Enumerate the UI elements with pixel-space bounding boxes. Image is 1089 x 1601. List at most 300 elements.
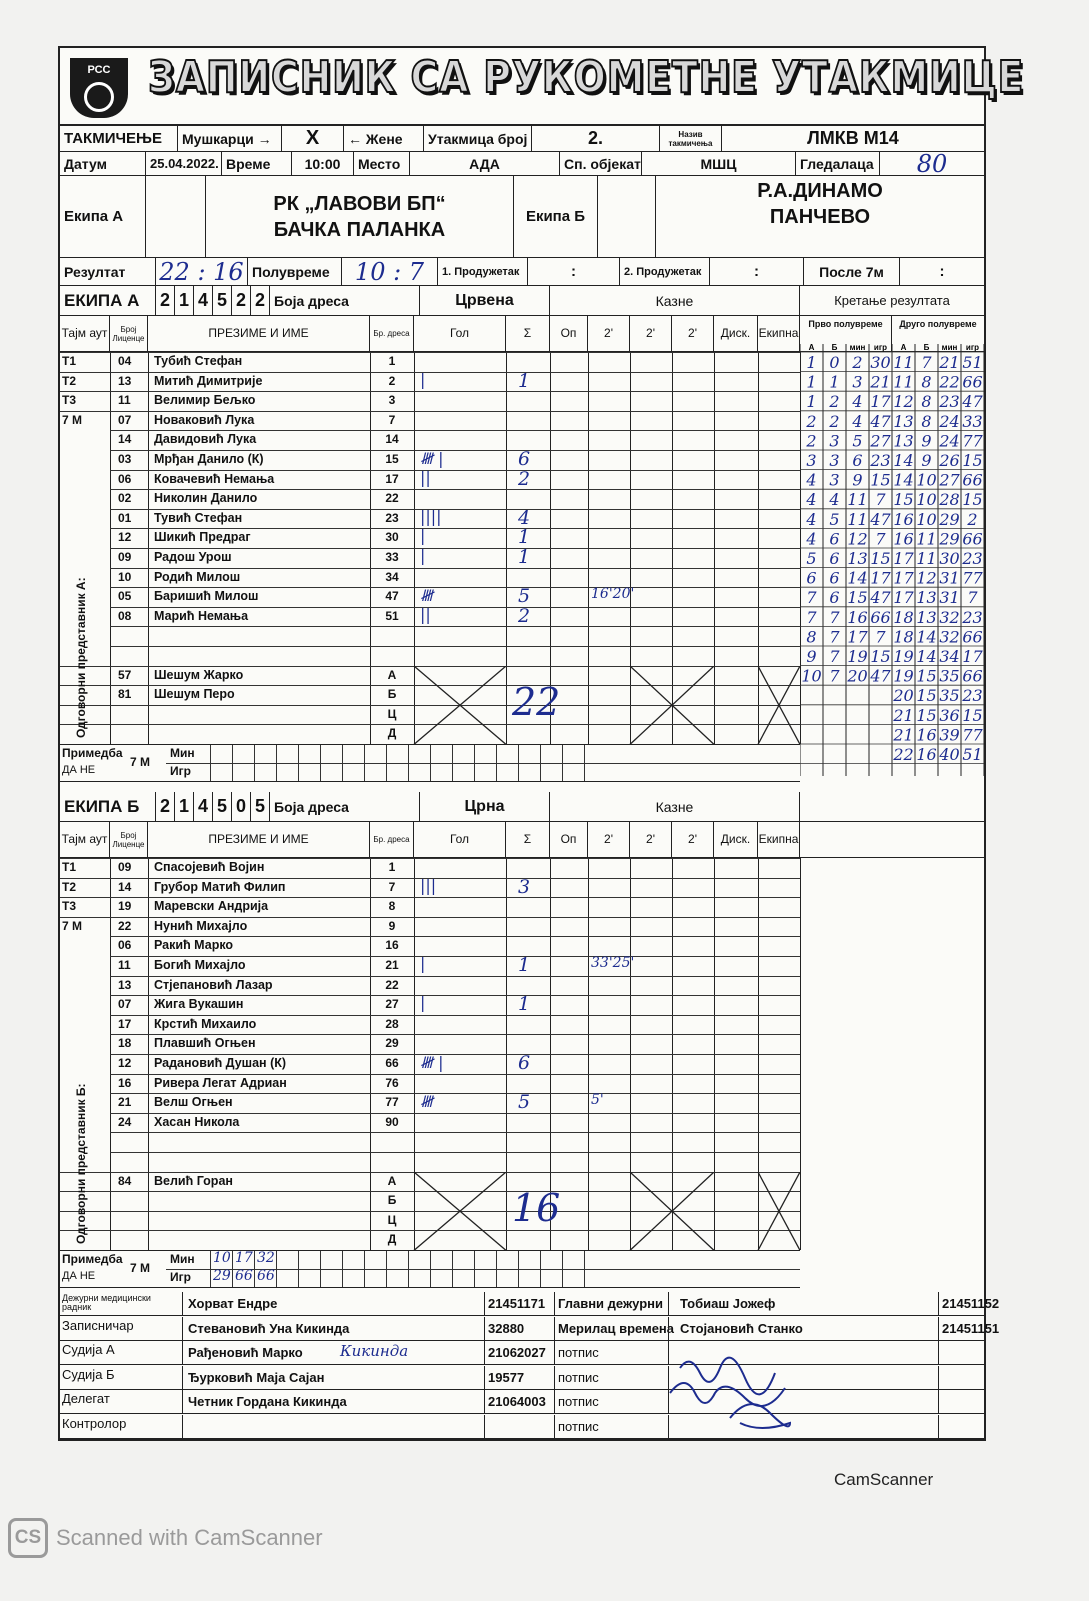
flow-first-half-header: Прво полувреме — [800, 316, 892, 351]
official-name: Рађеновић Марко — [188, 1345, 303, 1360]
team-a-player-goals: || — [420, 467, 431, 487]
flow-first-half-cell: 3 — [852, 372, 863, 392]
team-b-player-name: Спасојевић Војин — [154, 860, 265, 874]
team-b-sum-header: Σ — [506, 822, 550, 857]
flow-first-half-cell: 4 — [829, 490, 840, 510]
team-a-player-goals: | — [420, 369, 426, 389]
team-b-code-digit: 1 — [175, 792, 194, 821]
official-right-role: потпис — [558, 1369, 599, 1385]
team-a-player-number: 47 — [385, 589, 399, 604]
competition-label: ТАКМИЧЕЊЕ — [60, 126, 178, 151]
team-a-warning-header: Оп — [550, 316, 588, 351]
flow-first-half-cell: 7 — [829, 647, 840, 666]
flow-second-half-cell: 23 — [962, 686, 983, 706]
team-b-jersey-color: Црна — [420, 792, 550, 821]
sheet-header — [60, 48, 1025, 126]
team-a-player-licence: 08 — [118, 608, 132, 623]
team-b-section — [60, 792, 984, 1298]
team-b-code-digit: 5 — [213, 792, 232, 821]
team-b-licence-header: Број Лиценце — [110, 822, 148, 857]
flow-second-half-cell: 17 — [962, 647, 983, 666]
flow-first-half-cell: 2 — [852, 353, 863, 372]
flow-second-half-cell: 31 — [939, 568, 960, 588]
team-b-player-licence: 18 — [118, 1036, 132, 1051]
flow-second-half-cell: 20 — [893, 686, 914, 706]
team-b-official-crosses — [60, 1172, 800, 1250]
flow-first-half-cell: 17 — [870, 568, 891, 588]
official-row — [60, 1341, 984, 1365]
flow-subheader: мин — [849, 344, 866, 352]
flow-first-half-cell: 15 — [847, 588, 868, 608]
team-b-code-digit: 4 — [194, 792, 213, 821]
team-a-penalty3-header: 2' — [672, 316, 714, 351]
flow-second-half-cell: 21 — [939, 353, 960, 372]
team-a-code-digit: 4 — [194, 286, 213, 315]
team-a-code-digit: 2 — [156, 286, 175, 315]
flow-second-half-cell: 19 — [893, 666, 914, 686]
team-b-name-line2: ПАНЧЕВО — [769, 206, 871, 228]
team-a-timeout-3: 7 М — [62, 412, 83, 427]
flow-second-half-cell: 34 — [939, 647, 960, 666]
team-b-seven-m-min: 32 — [257, 1250, 275, 1266]
team-a-player-goal-sum: 1 — [518, 369, 531, 392]
team-a-player-goal-sum: 1 — [518, 546, 531, 568]
team-a-team-penalty-header: Екипна — [758, 316, 800, 351]
team-b-disqualification-header: Диск. — [714, 822, 758, 857]
team-a-number-header: Бр. дреса — [370, 316, 414, 351]
flow-second-half-cell: 30 — [939, 549, 960, 568]
flow-second-half-cell: 2 — [967, 509, 978, 529]
flow-first-half-cell: 23 — [870, 451, 891, 470]
team-b-player-goal-sum: 1 — [518, 954, 531, 976]
team-a-min-label: Мин — [170, 746, 195, 760]
team-a-player-name: Ковачевић Немања — [154, 471, 275, 486]
team-a-label: ЕКИПА А — [60, 286, 156, 315]
team-a-official-role: Ц — [387, 706, 397, 721]
team-a-player-number: 22 — [385, 491, 399, 506]
flow-first-half-cell: 30 — [870, 353, 891, 372]
flow-second-half-cell: 11 — [893, 353, 914, 372]
team-a-player-licence: 04 — [118, 354, 132, 368]
flow-first-half-cell: 47 — [870, 509, 891, 529]
team-b-player-name: Маревски Андрија — [154, 899, 269, 914]
team-a-name-line2: БАЧКА ПАЛАНКА — [273, 218, 446, 241]
team-a-note-row — [60, 744, 800, 782]
result-score: 22 : 16 — [156, 258, 248, 285]
team-a-player-name: Тубић Стефан — [154, 354, 243, 368]
official-role: Дежурни медицински радник — [62, 1293, 151, 1312]
official-right-id: 21451151 — [942, 1320, 1000, 1336]
official-right-role: потпис — [558, 1345, 599, 1360]
teams-row — [60, 176, 984, 258]
flow-second-half-cell: 10 — [916, 509, 937, 529]
flow-second-half-cell: 14 — [916, 627, 937, 647]
flow-first-half-cell: 16 — [847, 607, 868, 627]
official-id: 21062027 — [488, 1345, 546, 1360]
flow-second-half-cell: 23 — [962, 549, 983, 568]
team-a-player-number: 33 — [385, 550, 399, 564]
team-b-player-name: Крстић Михаило — [154, 1016, 257, 1031]
team-a-penalty2-header: 2' — [630, 316, 672, 351]
flow-first-half-cell: 4 — [852, 392, 863, 412]
flow-first-half-cell: 6 — [829, 549, 840, 568]
flow-first-half-cell: 7 — [875, 490, 886, 510]
team-a-official-licence: 81 — [118, 687, 132, 702]
team-b-player-number: 9 — [388, 918, 396, 933]
place-value: АДА — [410, 152, 560, 175]
men-label: Мушкарци → — [178, 126, 282, 151]
flow-second-half-cell: 18 — [893, 607, 914, 627]
team-b-player-name: Ривера Легат Адриан — [154, 1075, 287, 1090]
flow-first-half-cell: 7 — [829, 627, 840, 647]
overtime1-label: 1. Продужетак — [438, 258, 528, 285]
team-b-jersey-label: Боја дреса — [270, 792, 420, 821]
team-a-player-goals: |||| — [420, 506, 442, 526]
flow-second-half-cell: 24 — [939, 411, 960, 431]
flow-first-half-cell: 2 — [829, 411, 840, 431]
flow-second-half-cell: 21 — [893, 705, 914, 725]
team-b-timeout-1: T2 — [62, 879, 77, 894]
team-b-yes-no: ДА НЕ — [62, 1270, 96, 1282]
match-number-label: Утакмица број — [424, 126, 532, 151]
team-a-jersey-color: Црвена — [420, 286, 550, 315]
team-b-player-goal-sum: 5 — [518, 1091, 531, 1114]
team-b-warning-header: Оп — [550, 822, 588, 857]
logo-text: РСС — [87, 64, 111, 76]
official-row — [60, 1390, 984, 1414]
flow-first-half-cell: 1 — [806, 372, 817, 392]
team-b-label: Екипа Б — [514, 176, 598, 257]
flow-second-half-cell: 11 — [893, 372, 914, 392]
team-a-player-licence: 13 — [118, 373, 132, 388]
team-a-player-number: 2 — [388, 373, 396, 388]
team-a-player-licence: 12 — [118, 530, 132, 545]
official-name: Ђурковић Маја Сајан — [188, 1369, 325, 1385]
flow-first-half-cell: 4 — [806, 470, 817, 490]
flow-first-half-cell: 1 — [806, 353, 817, 372]
flow-second-half-cell: 15 — [916, 686, 937, 706]
official-name: Хорват Ендре — [188, 1296, 278, 1311]
flow-first-half-cell: 3 — [829, 470, 840, 490]
team-a-timeout-2: T3 — [62, 393, 77, 408]
flow-second-half-cell: 66 — [962, 372, 983, 392]
flow-second-half-cell: 11 — [916, 529, 937, 549]
team-a-player-goals: 𝍸 | — [420, 449, 444, 468]
team-a-player-licence: 10 — [118, 569, 132, 584]
flow-second-half-cell: 22 — [939, 372, 960, 392]
flow-subheader: Б — [923, 344, 930, 352]
flow-first-half-cell: 4 — [852, 411, 863, 431]
team-b-official-role: Б — [387, 1193, 397, 1208]
venue-label: Сп. објекат — [560, 152, 642, 175]
flow-second-half-cell: 12 — [916, 568, 937, 588]
team-a-player-licence: 09 — [118, 550, 132, 564]
flow-second-half-cell: 12 — [893, 392, 914, 412]
official-id: 19577 — [488, 1369, 525, 1385]
flow-second-half-cell: 66 — [962, 529, 983, 549]
team-b-player-number: 29 — [385, 1036, 399, 1051]
team-a-jersey-label: Боја дреса — [270, 286, 420, 315]
team-b-player-licence: 24 — [118, 1114, 132, 1129]
flow-first-half-cell: 7 — [829, 607, 840, 627]
flow-first-half-cell: 47 — [870, 666, 891, 686]
team-a-official-name: Шешум Жарко — [154, 667, 244, 682]
flow-second-half-cell: 13 — [893, 411, 914, 431]
team-b-player-goals: ||| — [420, 875, 437, 895]
team-b-player-number: 77 — [385, 1095, 399, 1110]
team-b-team-penalty-header: Екипна — [758, 822, 800, 857]
flow-second-half-cell: 66 — [962, 627, 983, 647]
team-b-name-line1: Р.А.ДИНАМО — [757, 180, 883, 202]
official-name: Четник Гордана Кикинда — [188, 1394, 347, 1409]
team-a-timeout-0: T1 — [62, 354, 77, 368]
team-a-player-number: 15 — [385, 452, 399, 466]
flow-first-half-cell: 1 — [806, 392, 817, 412]
flow-subheader: мин — [941, 344, 958, 352]
team-b-label: ЕКИПА Б — [60, 792, 156, 821]
flow-second-half-cell: 9 — [921, 431, 932, 451]
after-7m-label: После 7м — [804, 258, 900, 285]
team-a-flow-label: Кретање резултата — [834, 293, 950, 308]
team-a-player-number: 17 — [385, 471, 399, 486]
flow-second-half-cell: 16 — [893, 509, 914, 529]
team-b-official-role: Ц — [387, 1212, 397, 1227]
official-right-name: Тобиаш Јожеф — [680, 1296, 776, 1311]
team-a-player-number: 14 — [385, 432, 399, 447]
match-number: 2. — [532, 126, 660, 151]
flow-second-half-cell: 16 — [916, 725, 937, 745]
team-b-official-role: Д — [387, 1232, 397, 1247]
flow-second-half-cell: 15 — [962, 451, 983, 470]
team-b-player-licence: 13 — [118, 977, 132, 992]
team-a-player-name: Давидовић Лука — [154, 432, 257, 447]
team-b-player-name: Грубор Матић Филип — [154, 879, 286, 894]
flow-first-half-cell: 10 — [801, 666, 822, 686]
team-a-player-name: Баришић Милош — [154, 589, 259, 604]
flow-first-half-cell: 17 — [847, 627, 868, 647]
team-b-official-role: А — [387, 1173, 397, 1188]
official-city: Кикинда — [340, 1342, 409, 1360]
team-b-player-licence: 17 — [118, 1016, 132, 1031]
competition-row — [60, 126, 984, 152]
flow-second-half-cell: 17 — [893, 588, 914, 608]
team-b-player-licence: 22 — [118, 918, 132, 933]
team-a-disqualification-header: Диск. — [714, 316, 758, 351]
team-a-official-role: А — [387, 667, 397, 682]
flow-first-half-cell: 7 — [875, 529, 886, 549]
team-b-seven-m-label: 7 М — [130, 1261, 151, 1275]
team-a-player-name: Шикић Предраг — [154, 530, 251, 545]
team-b-column-header — [60, 822, 984, 858]
official-id: 21451171 — [488, 1296, 546, 1311]
flow-first-half-cell: 3 — [829, 451, 840, 470]
venue-value: МШЦ — [642, 152, 796, 175]
team-a-player-licence: 11 — [118, 393, 131, 408]
flow-second-half-cell: 11 — [916, 549, 937, 568]
flow-first-half-cell: 6 — [806, 568, 817, 588]
team-b-seven-m-min: 10 — [213, 1250, 231, 1266]
team-b-player-grid — [60, 858, 984, 1250]
team-b-timeout-header: Тајм аут — [60, 822, 110, 857]
flow-second-half-cell: 14 — [893, 451, 914, 470]
flow-second-half-cell: 17 — [893, 549, 914, 568]
flow-second-half-cell: 17 — [893, 568, 914, 588]
team-a-sum-header: Σ — [506, 316, 550, 351]
team-b-player-number: 7 — [388, 879, 396, 894]
flow-second-half-cell: 27 — [939, 470, 960, 490]
flow-first-half-cell: 7 — [875, 627, 886, 647]
result-flow-grid — [800, 344, 984, 776]
official-role: Контролор — [62, 1415, 127, 1431]
team-b-player-number: 8 — [388, 899, 396, 914]
team-b-player-number: 66 — [385, 1056, 399, 1070]
flow-first-half-cell: 21 — [870, 372, 891, 392]
scanned-badge — [8, 1518, 323, 1558]
flow-first-half-cell: 47 — [870, 411, 891, 431]
official-right-role: Главни дежурни — [558, 1296, 664, 1311]
team-b-official-licence: 84 — [118, 1173, 132, 1188]
team-a-player-number: 34 — [385, 569, 399, 584]
flow-first-half-cell: 13 — [847, 549, 868, 568]
flow-first-half-cell: 6 — [829, 588, 840, 608]
team-a-player-name: Родић Милош — [154, 569, 241, 584]
team-b-player-licence: 12 — [118, 1056, 132, 1070]
flow-subheader: А — [900, 344, 907, 352]
team-b-player-name: Хасан Никола — [154, 1114, 240, 1129]
team-b-goal-header: Гол — [414, 822, 506, 857]
flow-second-half-cell: 23 — [939, 392, 960, 412]
team-a-licence-header: Број Лиценце — [110, 316, 148, 351]
team-a-player-licence: 07 — [118, 412, 132, 427]
flow-second-half-cell: 9 — [921, 451, 932, 470]
team-b-player-licence: 21 — [118, 1095, 132, 1110]
flow-first-half-cell: 4 — [806, 509, 817, 529]
flow-first-half-cell: 17 — [870, 392, 891, 412]
flow-second-half-cell: 10 — [916, 470, 937, 490]
flow-second-half-cell: 15 — [962, 705, 983, 725]
team-b-timeout-3: 7 М — [62, 918, 83, 933]
team-b-player-name: Велш Огњен — [154, 1095, 233, 1110]
team-a-code-digit: 5 — [213, 286, 232, 315]
team-a-player-goals: || — [420, 604, 431, 624]
competition-name-label: Назив такмичења — [660, 126, 722, 151]
flow-second-half-cell: 29 — [939, 529, 960, 549]
official-role: Записничар — [62, 1317, 134, 1333]
flow-second-half-cell: 77 — [962, 725, 983, 745]
team-a-player-number: 23 — [385, 510, 399, 525]
team-b-code-digit: 5 — [251, 792, 270, 821]
team-a-seven-m-label: 7 М — [130, 755, 151, 769]
team-a-player-goals: | — [420, 526, 426, 546]
flow-first-half-cell: 5 — [852, 431, 863, 451]
official-row — [60, 1317, 1000, 1341]
official-role: Судија А — [62, 1342, 115, 1357]
flow-first-half-cell: 4 — [806, 490, 817, 510]
team-b-seven-m-igr: 66 — [235, 1268, 253, 1284]
overtime1-score: : — [528, 258, 620, 285]
team-a-timeout-header: Тајм аут — [60, 316, 110, 351]
team-a-total-goals: 22 — [512, 679, 561, 724]
flow-second-half-cell: 7 — [967, 588, 978, 608]
flow-first-half-cell: 11 — [847, 490, 868, 510]
flow-first-half-cell: 15 — [870, 647, 891, 666]
flow-second-half-cell: 40 — [939, 745, 960, 764]
official-right-role: потпис — [558, 1418, 599, 1434]
flow-first-half-cell: 27 — [870, 431, 891, 451]
flow-first-half-cell: 2 — [829, 392, 840, 412]
flow-second-half-cell: 39 — [939, 725, 960, 745]
flow-second-half-cell: 26 — [939, 451, 960, 470]
date-row — [60, 152, 984, 176]
flow-second-half-cell: 32 — [939, 627, 960, 647]
flow-first-half-cell: 1 — [829, 372, 840, 392]
official-role: Судија Б — [62, 1366, 115, 1382]
sheet-title: ЗАПИСНИК СА РУКОМЕТНЕ УТАКМИЦЕ — [148, 52, 1025, 103]
team-a-player-goal-sum: 2 — [518, 467, 531, 490]
flow-second-half-cell: 51 — [962, 745, 983, 764]
team-b-player-name: Богић Михајло — [154, 958, 246, 972]
flow-second-half-cell: 36 — [939, 705, 960, 725]
team-a-yes-no: ДА НЕ — [62, 764, 96, 776]
team-a-player-licence: 06 — [118, 471, 132, 486]
team-b-player-goals: | — [420, 993, 426, 1013]
team-b-official-name: Велић Горан — [154, 1173, 233, 1188]
team-b-player-number: 28 — [385, 1016, 399, 1031]
official-id: 21064003 — [488, 1394, 546, 1409]
team-b-player-name: Стјепановић Лазар — [154, 977, 273, 992]
flow-second-half-cell: 15 — [962, 490, 983, 510]
team-b-player-number: 76 — [385, 1075, 399, 1090]
team-a-note-label: Примедба — [62, 746, 123, 760]
flow-second-half-cell: 77 — [962, 431, 983, 451]
flow-second-half-cell: 35 — [939, 666, 960, 686]
flow-second-half-cell: 15 — [916, 666, 937, 686]
flow-second-half-cell: 66 — [962, 470, 983, 490]
team-a-player-licence: 03 — [118, 452, 132, 466]
team-a-player-name: Новаковић Лука — [154, 412, 255, 427]
team-a-igr-label: Игр — [170, 764, 191, 778]
team-a-player-goals: 𝍸 — [420, 586, 434, 606]
team-a-name-line1: РК „ЛАВОВИ БП“ — [273, 192, 446, 215]
team-b-penalties-label: Казне — [550, 792, 800, 821]
official-right-role: Мерилац времена — [558, 1320, 675, 1336]
flow-first-half-cell: 14 — [847, 568, 868, 588]
team-a-player-licence: 02 — [118, 491, 132, 506]
camscanner-icon: CS — [8, 1518, 48, 1558]
team-a-code-digit: 1 — [175, 286, 194, 315]
flow-second-half-cell: 10 — [916, 490, 937, 510]
team-b-player-goal-sum: 6 — [518, 1052, 531, 1074]
team-b-player-number: 22 — [385, 977, 399, 992]
team-b-player-number: 1 — [388, 860, 396, 874]
team-a-code-row — [60, 286, 984, 316]
team-b-player-goals: 𝍸 — [420, 1092, 434, 1112]
team-b-player-goal-sum: 1 — [518, 993, 531, 1016]
flow-second-half-cell: 28 — [939, 490, 960, 510]
overtime2-score: : — [710, 258, 804, 285]
team-a-penalties-label: Казне — [550, 286, 800, 315]
team-b-seven-m-igr: 29 — [213, 1268, 231, 1284]
flow-first-half-cell: 2 — [806, 411, 817, 431]
team-b-penalty3-header: 2' — [672, 822, 714, 857]
official-id: 32880 — [488, 1320, 525, 1336]
flow-first-half-cell: 12 — [847, 529, 868, 549]
team-a-player-goal-sum: 5 — [518, 585, 531, 608]
team-a-official-licence: 57 — [118, 667, 132, 682]
team-a-player-number: 3 — [388, 393, 396, 408]
overtime2-label: 2. Продужетак — [620, 258, 710, 285]
flow-subheader: Б — [831, 344, 838, 352]
